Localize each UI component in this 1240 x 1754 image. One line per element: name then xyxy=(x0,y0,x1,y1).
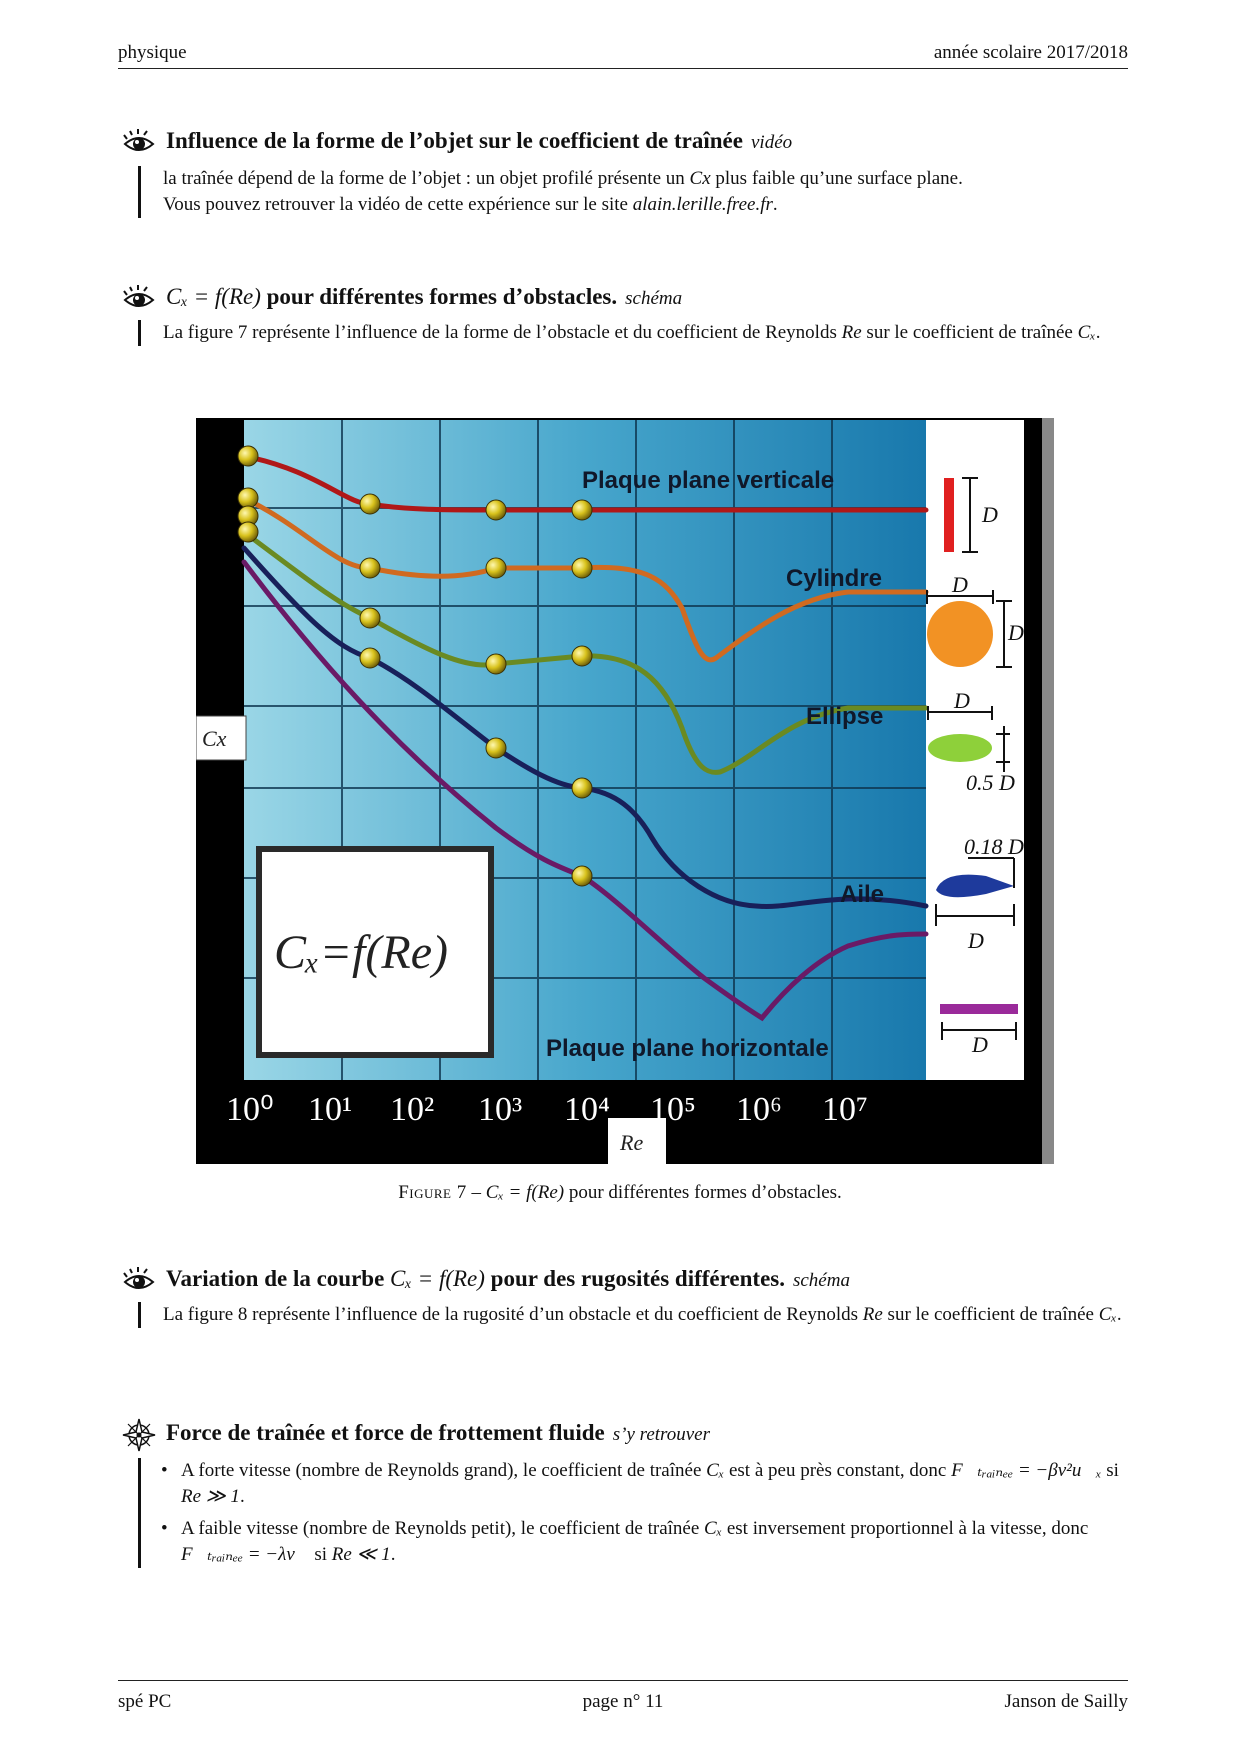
x-tick-label: 10¹ xyxy=(308,1091,353,1128)
label-plaque-verticale: Plaque plane verticale xyxy=(582,467,835,494)
section-rugosite xyxy=(122,1264,1132,1328)
x-label: Re xyxy=(620,1130,644,1155)
footer-class: spé PC xyxy=(118,1691,172,1712)
section-cx-formes xyxy=(122,282,1132,346)
formula-text: Cₓ=f(Re) xyxy=(274,926,448,979)
data-point xyxy=(360,558,380,578)
data-point xyxy=(486,500,506,520)
section-tag: schéma xyxy=(792,1270,850,1291)
data-point xyxy=(486,738,506,758)
math-var: Cₓ xyxy=(1098,1304,1117,1325)
section-body xyxy=(138,1458,1132,1568)
body-text: . xyxy=(772,194,778,215)
footer-school: Janson de Sailly xyxy=(1004,1691,1128,1712)
bullet-list xyxy=(161,1458,1132,1568)
section-force-trainee xyxy=(122,1418,1132,1574)
caption-label: Figure 7 xyxy=(398,1182,467,1203)
section-body xyxy=(138,166,1132,218)
list-item: • A faible vitesse (nombre de Reynolds petit), le coefficient de traînée Cₓ est inversement proportionnel à la vitesse, donc F⃗ₜᵣₐᵢₙₑₑ = −λv⃗ si Re ≪ 1. xyxy=(161,1516,1132,1568)
label-plaque-horizontale: Plaque plane horizontale xyxy=(546,1035,829,1062)
footer-page-number: page n° 11 xyxy=(582,1691,664,1712)
math-var: Cx xyxy=(689,168,711,189)
shape-plaque-verticale xyxy=(944,478,954,552)
label-ellipse: Ellipse xyxy=(806,703,884,730)
x-tick-label: 10⁴ xyxy=(564,1091,610,1128)
dim-label: D xyxy=(968,928,984,953)
x-tick-label: 10⁰ xyxy=(226,1091,274,1128)
dim-label: 0.18 D xyxy=(964,834,1024,859)
section-title-pre: Variation de la courbe xyxy=(166,1266,391,1291)
section-title-text: Influence de la forme de l’objet sur le coefficient de traînée xyxy=(166,128,743,153)
dim-label: D xyxy=(1008,620,1024,645)
body-text: sur le coefficient de traînée xyxy=(882,1304,1099,1325)
shape-plaque-horizontale xyxy=(940,1004,1018,1014)
dim-label: D xyxy=(952,572,968,597)
body-text: La figure 7 représente l’influence de la forme de l’obstacle et du coefficient de Reynolds xyxy=(163,322,842,343)
data-point xyxy=(572,646,592,666)
x-tick-label: 10² xyxy=(390,1091,435,1128)
body-text: La figure 8 représente l’influence de la rugosité d’un obstacle et du coefficient de Reynolds xyxy=(163,1304,863,1325)
section-body xyxy=(138,1302,1132,1328)
eye-icon xyxy=(122,126,156,160)
data-point xyxy=(238,446,258,466)
data-point xyxy=(238,488,258,508)
x-tick-label: 10³ xyxy=(478,1091,523,1128)
data-point xyxy=(360,494,380,514)
section-title xyxy=(122,126,1132,160)
y-label-box xyxy=(196,716,246,760)
shape-ellipse xyxy=(928,734,992,762)
section-title-text: Force de traînée et force de frottement fluide xyxy=(166,1420,605,1445)
x-tick-label: 10⁷ xyxy=(822,1091,868,1128)
data-point xyxy=(486,558,506,578)
title-math: Cₓ = f(Re) xyxy=(390,1266,485,1291)
data-point xyxy=(572,866,592,886)
section-title-text: pour différentes formes d’obstacles. xyxy=(260,284,618,309)
dim-label: D xyxy=(982,502,998,527)
caption-sep: – xyxy=(466,1182,486,1203)
figure-caption xyxy=(0,1182,1240,1204)
list-item: • A forte vitesse (nombre de Reynolds grand), le coefficient de traînée Cₓ est à peu près constant, donc F⃗ₜᵣₐᵢₙₑₑ = −βv²u⃗ₓ si Re ≫ 1. xyxy=(161,1458,1132,1510)
math-var: Re xyxy=(841,322,862,343)
y-label: Cx xyxy=(202,726,227,751)
title-math: Cₓ = f(Re) xyxy=(166,284,261,309)
body-text: plus faible qu’une surface plane. xyxy=(710,168,963,189)
compass-rose-icon xyxy=(122,1418,156,1452)
data-point xyxy=(238,522,258,542)
section-title-text: pour des rugosités différentes. xyxy=(484,1266,785,1291)
caption-text: pour différentes formes d’obstacles. xyxy=(564,1182,842,1203)
label-aile: Aile xyxy=(840,881,885,908)
formula-box xyxy=(256,846,494,1058)
section-title xyxy=(122,282,1132,316)
figure-7 xyxy=(196,418,1054,1164)
frame-edge xyxy=(1042,418,1054,1164)
data-point xyxy=(572,558,592,578)
dim-label: D xyxy=(972,1032,988,1057)
cx-re-chart xyxy=(196,418,1054,1164)
eye-icon xyxy=(122,282,156,316)
dim-label: D xyxy=(954,688,970,713)
shape-cylindre xyxy=(927,601,993,667)
label-cylindre: Cylindre xyxy=(786,565,883,592)
x-tick-label: 10⁵ xyxy=(650,1091,696,1128)
section-tag: schéma xyxy=(625,288,683,309)
section-title xyxy=(122,1418,1132,1452)
data-point xyxy=(360,648,380,668)
body-text: la traînée dépend de la forme de l’objet : un objet profilé présente un xyxy=(163,168,690,189)
body-text: . xyxy=(1095,322,1101,343)
data-point xyxy=(572,500,592,520)
eye-icon xyxy=(122,1264,156,1298)
body-text: Vous pouvez retrouver la vidéo de cette expérience sur le site xyxy=(163,194,633,215)
data-point xyxy=(486,654,506,674)
data-point xyxy=(360,608,380,628)
data-point xyxy=(572,778,592,798)
dim-label: 0.5 D xyxy=(966,770,1015,795)
header-year: année scolaire 2017/2018 xyxy=(933,42,1128,63)
body-text: sur le coefficient de traînée xyxy=(861,322,1078,343)
caption-math: Cₓ = f(Re) xyxy=(485,1182,565,1203)
body-text: . xyxy=(1116,1304,1122,1325)
section-tag: s’y retrouver xyxy=(612,1424,711,1445)
math-var: Cₓ xyxy=(1077,322,1096,343)
math-var: Re xyxy=(862,1304,883,1325)
section-body xyxy=(138,320,1132,346)
page-header xyxy=(118,38,1128,69)
header-subject: physique xyxy=(118,42,187,63)
page-footer xyxy=(118,1680,1128,1721)
x-tick-label: 10⁶ xyxy=(736,1091,782,1128)
section-title xyxy=(122,1264,1132,1298)
section-tag: vidéo xyxy=(750,132,793,153)
section-forme-objet xyxy=(122,126,1132,218)
site-link[interactable]: alain.lerille.free.fr xyxy=(632,194,773,215)
